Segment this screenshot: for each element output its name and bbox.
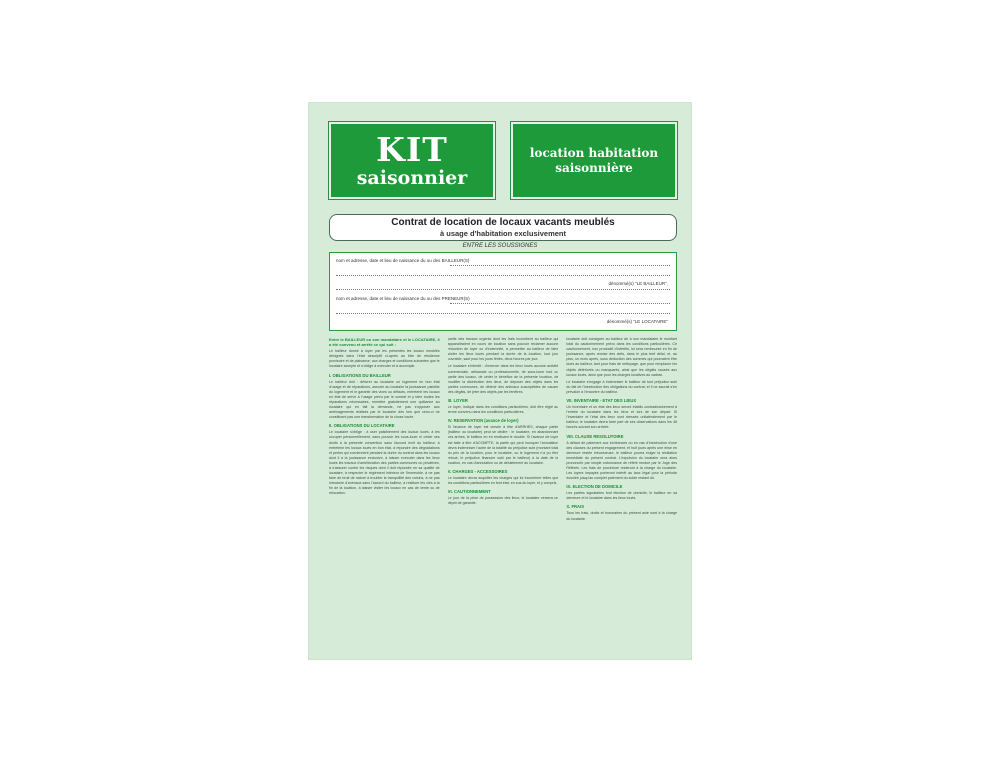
clause-heading: VIII. CLAUSE RESOLUTOIRE (566, 433, 624, 439)
contract-document (309, 103, 691, 659)
clause-text: Le loyer, indiqué dans les conditions particulières, doit être réglé au terme convenu dans les conditions particulières. (447, 405, 559, 415)
kit-title: KIT (376, 129, 448, 169)
location-line-1: location habitation (529, 145, 659, 160)
clause-heading: II. OBLIGATIONS DU LOCATAIRE (329, 423, 395, 429)
clause-text: partie des travaux urgents dont les frais incombent au bailleur qui apparaîtraient en cours de location sans pouvoir réclamer aucune réduction de loyer ou d'indemnité, à permettre au bailleur de faire visiter les lieux loués pendant la durée de la location, tout jour ouvrable, sauf pour les jours fériés, deux heures par jour. (447, 337, 559, 362)
contract-title: Contrat de location de locaux vacants meublés (391, 217, 615, 228)
preneur-denomination: dénommé(s) "LE LOCATAIRE" (606, 319, 668, 324)
clause-text: Le locataire s'oblige : à user paisiblement des locaux loués, à les occuper personnellement, sans pouvoir les sous-louer ni céder ses droits à la présente convention sans l'accord écrit du bailleur, à entretenir les locaux loués en bon état, à répondre des dégradations et pertes qui surviennent pendant la durée du contrat dans les locaux dont il a la jouissance exclusive, à laisser exécuter dans les lieux loués les travaux d'amélioration des parties communes ou privatives, à s'assurer contre les risques dont il doit répondre en sa qualité de locataire, à respecter le règlement intérieur de l'immeuble, à ne pas faire de bruit de nature à troubler la tranquillité des voisins, à ne pas introduire d'animaux sans l'accord du bailleur, à restituer les clés à la fin de la location, à laisser visiter les locaux en cas de vente ou de relocation. (329, 430, 440, 496)
intro-paragraph: Entre le BAILLEUR ou son mandataire et le LOCATAIRE, il a été convenu et arrêté ce qui suit : (329, 337, 440, 348)
clause-text: Le locataire devra acquitter les charges qui lui incombent telles que les conditions particulières en font état, en sus du loyer, et y compris. (447, 475, 559, 486)
saisonnier-title: saisonnier (356, 166, 468, 189)
contract-clauses (329, 337, 677, 649)
contract-title-box (329, 214, 677, 241)
kit-title-box (329, 122, 495, 199)
location-line-2: saisonnière (555, 160, 633, 175)
entre-les-soussignes: ENTRE LES SOUSSIGNES (462, 243, 538, 249)
clause-heading: I. OBLIGATIONS DU BAILLEUR (329, 372, 391, 378)
clause-text: locataire doit consigner au bailleur de à son mandataire le montant total du cautionnement prévu dans les conditions particulières. Ce cautionnement, non productif d'intérêts, lui sera remboursé en fin de jouissance, après remise des clefs, dans le plus bref délai, et, au plus, un mois après, sous déduction des sommes qui pourraient être dues au bailleur, tant pour frais de nettoyage, que pour remplacer les objets détériorés ou manquants, ainsi que les dégâts causés aux locaux loués, ainsi que pour les charges locatives au cadran. (566, 337, 678, 377)
bailleur-denomination: dénommé(s) "LE BAILLEUR", (608, 281, 668, 286)
clauses-column-1 (329, 337, 440, 649)
clause-heading: IX. ELECTION DE DOMICILE (566, 484, 623, 490)
clause-text: Les parties signataires font élection de domicile, le bailleur en sa demeure et le locataire dans les lieux loués. (566, 491, 678, 501)
clause-heading: III. LOYER (447, 398, 468, 404)
clause-heading: VI. CAUTIONNEMENT (447, 489, 491, 495)
clause-text: Le bailleur donne à loyer par les présentes les locaux meublés désignés dans l'état descriptif ci-après au titre de résidence provisoire et de plaisance, aux charges et conditions suivantes que le locataire accepte et s'oblige à exécuter et à accomplir. (329, 349, 440, 369)
clause-text: Le locataire s'interdit : d'exercer dans les lieux loués aucune activité commerciale, artisanale ou professionnelle, de sous-louer tout ou partie des locaux, de céder le bénéfice de la présente location, de modifier la distribution des lieux, de déposer des objets dans les parties communes, de détenir des animaux susceptibles de causer des dégâts, de jeter des objets par les fenêtres. (447, 364, 559, 394)
parties-box (329, 252, 677, 331)
bailleur-line-3[interactable] (336, 289, 670, 290)
bailleur-label: nom et adresse, date et lieu de naissance du ou des BAILLEUR(S) (336, 258, 470, 263)
clause-text: Le locataire s'engage à indemniser le bailleur de tout préjudice subi du fait de l'inexécution des obligations du contrat, et il ne saurait s'en prévaloir à l'encontre du bailleur. (566, 379, 678, 394)
location-title-box (511, 122, 677, 199)
preneur-line-2[interactable] (336, 313, 670, 314)
clause-text: Si l'avance de loyer est versée à titre d'ARRHES, chaque partie (bailleur ou locataire) peut se dédire : le locataire, en abandonnant ces arrhes, le bailleur en en restituant le double. Si l'avance de loyer est faite à titre d'ACOMPTE, la partie qui peut invoquer l'annulation devra indemniser l'autre de la totalité du préjudice subi (montant total du prix de la location, pour le locataire, ou le logement n'a pu être reloué, le préjudice financier subi par le bailleur) à la date de la location, en cas d'annulation ou de désistement du locataire. (447, 425, 559, 465)
clause-text: Le bailleur doit : délivrer au locataire un logement en bon état d'usage et de réparations, assurer au locataire la jouissance paisible du logement et le garantir des vices ou défauts, entretenir les locaux en état de servir à l'usage prévu par le contrat et y faire toutes les réparations nécessaires, remettre gratuitement une quittance au locataire qui en fait la demande, ne pas s'opposer aux aménagements réalisés par le locataire dès lors que ceux-ci ne constituent pas une transformation de la chose louée. (329, 379, 440, 420)
clause-heading: IV. RESERVATION (avance de loyer) (447, 418, 519, 424)
contract-subtitle: à usage d'habitation exclusivement (440, 229, 566, 238)
clauses-column-2 (448, 337, 559, 649)
clause-heading: X. FRAIS (566, 504, 585, 510)
clause-heading: VII. INVENTAIRE - ETAT DES LIEUX (566, 398, 637, 404)
clause-heading: V. CHARGES - ACCESSOIRES (447, 468, 508, 474)
clause-text: A défaut de paiement aux échéances ou en cas d'inexécution d'une des clauses du présent engagement, et huit jours après une mise en demeure restée infructueuse, le bailleur pourra exiger la résiliation immédiate du présent contrat. L'expulsion du locataire sera alors prononcée par simple ordonnance de référé rendue par le Juge des Référés. Les frais de procédure resteront à la charge du locataire. Les loyers impayés porteront intérêt au taux légal pour la période écoulée jusqu'au complet paiement du solde restant dû. (566, 440, 678, 481)
clause-text: Un inventaire et un état des lieux seront établis contradictoirement à l'entrée du locataire dans les lieux et lors de son départ. Si l'inventaire et l'état des lieux sont dressés unilatéralement par le bailleur, le locataire devra faire part de ses observations dans les 48 heures suivant son arrivée. (566, 405, 678, 430)
clauses-column-3 (566, 337, 677, 649)
clause-text: Le jour de la prise de possession des lieux, le locataire versera un dépôt de garantie. (447, 496, 559, 506)
bailleur-line-2[interactable] (336, 275, 670, 276)
preneur-label: nom et adresse, date et lieu de naissance du ou des PRENEUR(S) (336, 296, 470, 301)
clause-text: Tous les frais, droits et honoraires du présent acte sont à la charge du locataire. (566, 511, 678, 521)
preneur-line-1[interactable] (450, 303, 670, 304)
bailleur-line-1[interactable] (450, 265, 670, 266)
